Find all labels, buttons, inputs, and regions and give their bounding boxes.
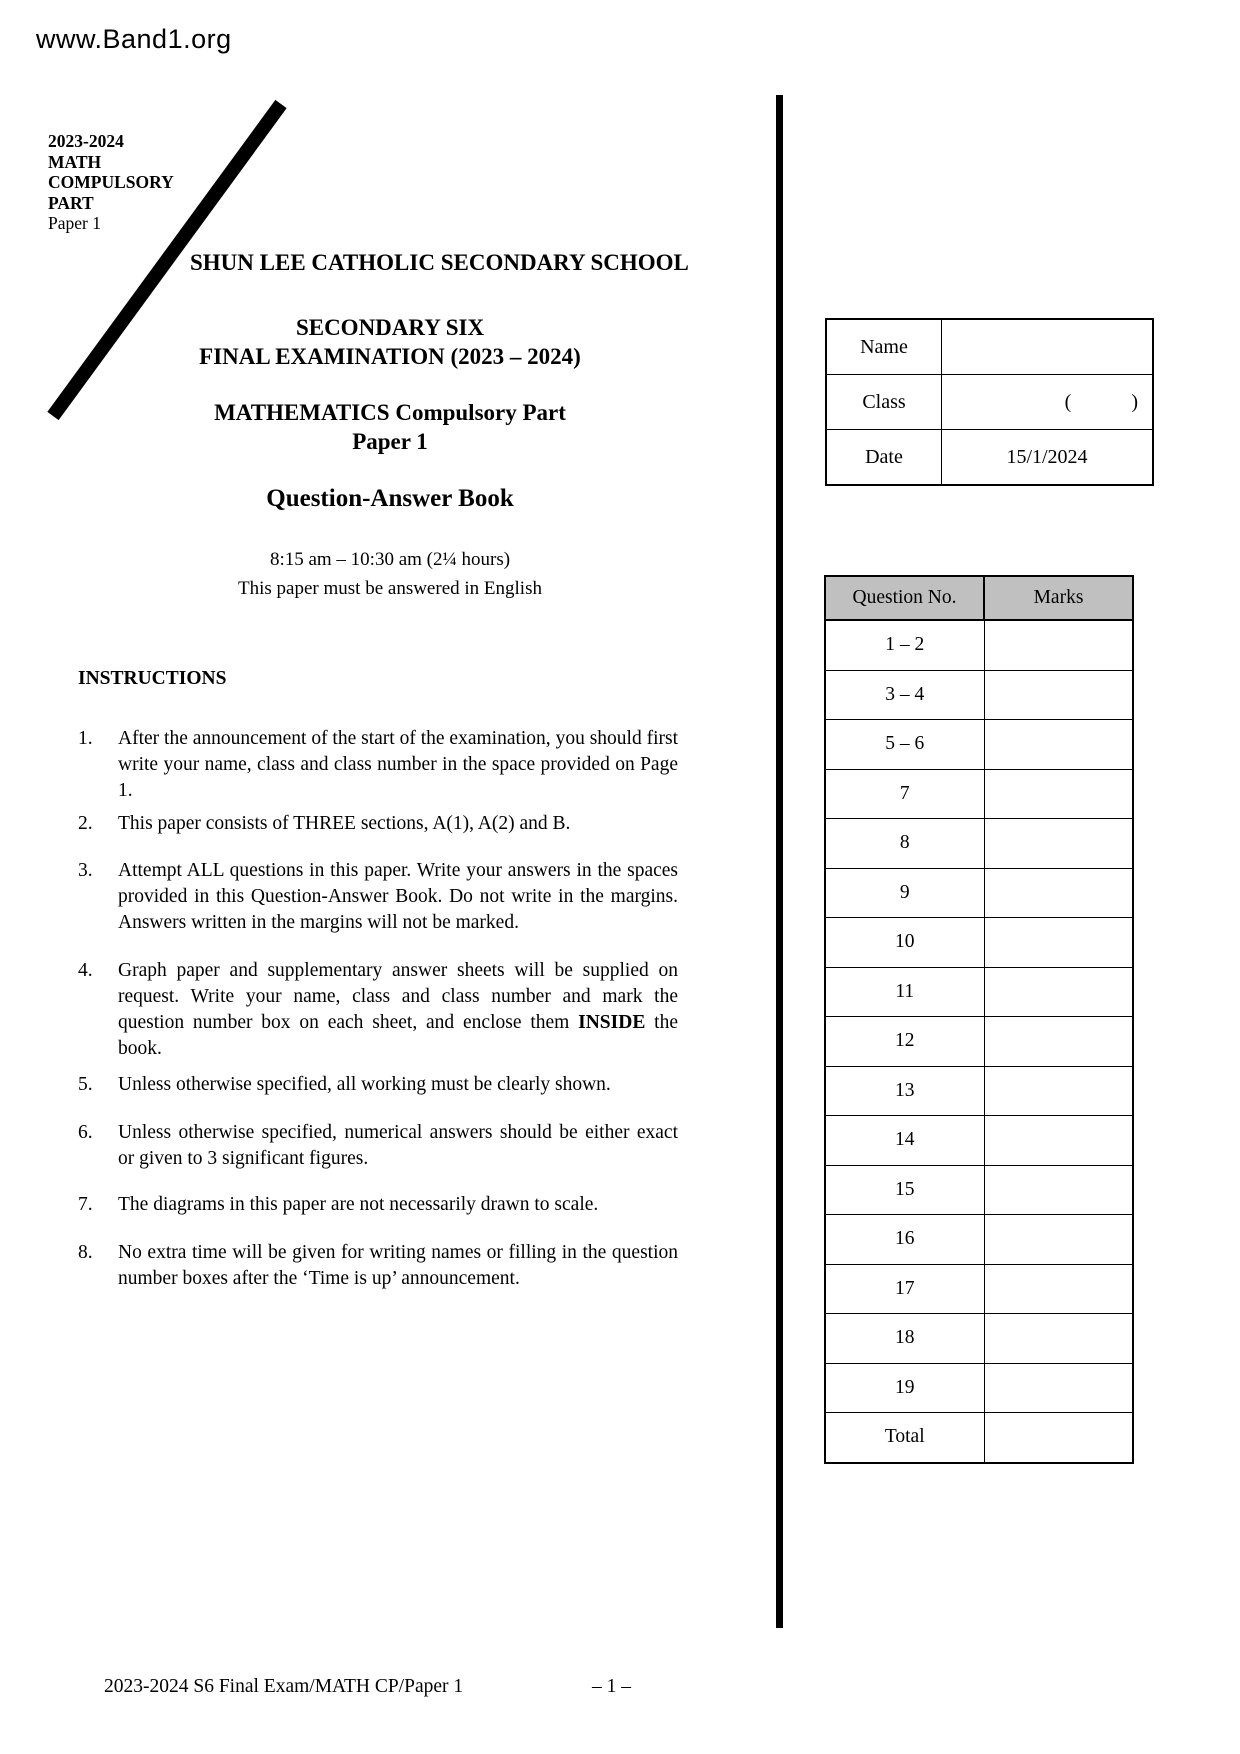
date-label: Date [826,430,942,486]
marks-cell [984,1017,1133,1067]
instruction-text: No extra time will be given for writing names or filling in the question number boxes after the ‘Time is up’ announcement. [118,1242,678,1289]
instruction-item [78,726,678,804]
name-label: Name [826,319,942,375]
question-no-cell: 17 [825,1264,984,1314]
question-no-cell: 8 [825,819,984,869]
name-value-cell [942,319,1154,375]
table-row [826,430,1153,486]
instruction-number: 3. [78,860,93,881]
instruction-text: This paper consists of THREE sections, A(1), A(2) and B. [118,813,571,834]
table-row [826,319,1153,375]
question-no-cell: 18 [825,1314,984,1364]
marks-cell [984,819,1133,869]
table-row [825,1116,1133,1166]
marks-cell [984,720,1133,770]
table-row [825,918,1133,968]
instruction-number: 7. [78,1194,93,1215]
instruction-text-part: Graph paper and supplementary answer sheets will be supplied on request. Write your name, class and class number and mark the question number box on each sheet, and enclose them [118,960,678,1033]
student-info-table [825,318,1154,486]
table-row [825,1066,1133,1116]
watermark-text: www.Band1.org [36,24,232,54]
marks-cell [984,1413,1133,1463]
date-value-cell: 15/1/2024 [942,430,1154,486]
paper-number: Paper 1 [352,429,428,454]
instruction-text: Unless otherwise specified, numerical answers should be either exact or given to 3 significant figures. [118,1122,678,1169]
question-no-cell: 11 [825,967,984,1017]
instruction-number: 5. [78,1074,93,1095]
instruction-text-bold: INSIDE [578,1012,646,1033]
question-no-cell: 14 [825,1116,984,1166]
instruction-item [78,1120,678,1172]
marks-cell [984,670,1133,720]
question-no-cell: 9 [825,868,984,918]
table-row [825,769,1133,819]
marks-cell [984,1066,1133,1116]
instruction-text-part: the book. [118,1012,678,1059]
marks-cell [984,1264,1133,1314]
question-no-cell: 12 [825,1017,984,1067]
school-name: SHUN LEE CATHOLIC SECONDARY SCHOOL [190,250,689,275]
exam-level: SECONDARY SIX [295,315,485,340]
language-note: This paper must be answered in English [238,578,542,599]
instruction-number: 4. [78,960,93,981]
exam-corner-label [48,131,174,234]
question-no-cell: Total [825,1413,984,1463]
table-row [825,967,1133,1017]
corner-label-paper: Paper 1 [48,213,101,233]
marks-cell [984,769,1133,819]
marks-cell [984,1363,1133,1413]
question-no-cell: 10 [825,918,984,968]
question-no-cell: 15 [825,1165,984,1215]
marks-cell [984,868,1133,918]
question-no-cell: 19 [825,1363,984,1413]
table-row [825,670,1133,720]
instruction-item [78,811,678,837]
class-label: Class [826,375,942,430]
vertical-divider [776,95,783,1628]
instruction-item [78,858,678,936]
title-block [55,313,725,603]
class-value-cell: ( ) [942,375,1154,430]
question-no-cell: 3 – 4 [825,670,984,720]
corner-label-line: PART [48,192,94,213]
corner-label-line: 2023-2024 [48,131,124,151]
exam-time: 8:15 am – 10:30 am (2¼ hours) [269,549,511,570]
table-row [825,1017,1133,1067]
question-no-cell: 5 – 6 [825,720,984,770]
corner-label-line: MATH [48,151,102,172]
instruction-text: The diagrams in this paper are not necessarily drawn to scale. [118,1194,599,1215]
table-row [825,1215,1133,1265]
marks-cell [984,620,1133,670]
instruction-number: 1. [78,728,93,749]
question-no-cell: 1 – 2 [825,620,984,670]
exam-name: FINAL EXAMINATION (2023 – 2024) [199,344,581,369]
table-row [825,1165,1133,1215]
marks-cell [984,1116,1133,1166]
marks-cell [984,967,1133,1017]
instruction-item [78,1072,678,1098]
table-row [825,1363,1133,1413]
instruction-number: 6. [78,1122,93,1143]
marks-cell [984,1314,1133,1364]
corner-label-line: COMPULSORY [48,172,174,192]
table-row [826,375,1153,430]
subject-title: MATHEMATICS Compulsory Part [214,400,566,425]
table-header-row [825,576,1133,620]
table-row [825,1264,1133,1314]
footer-page-number: – 1 – [592,1676,631,1697]
book-title: Question-Answer Book [266,485,514,512]
marks-cell [984,1165,1133,1215]
instruction-item [78,1240,678,1292]
instructions-heading: INSTRUCTIONS [78,668,227,689]
instructions-section [78,668,678,1348]
footer-document-id: 2023-2024 S6 Final Exam/MATH CP/Paper 1 [104,1676,464,1697]
marks-cell [984,918,1133,968]
instruction-text: After the announcement of the start of the examination, you should first write your name, class and class number in the space provided on Page 1. [118,728,678,801]
instruction-item [78,1192,678,1218]
question-no-cell: 16 [825,1215,984,1265]
question-no-header: Question No. [825,576,984,620]
table-row [825,1314,1133,1364]
table-row [825,1413,1133,1463]
marks-cell [984,1215,1133,1265]
question-no-cell: 13 [825,1066,984,1116]
table-row [825,720,1133,770]
marks-table [824,575,1134,1464]
instruction-item [78,958,678,1062]
table-row [825,868,1133,918]
question-no-cell: 7 [825,769,984,819]
instruction-number: 2. [78,813,93,834]
table-row [825,620,1133,670]
instruction-number: 8. [78,1242,93,1263]
instruction-text: Attempt ALL questions in this paper. Write your answers in the spaces provided in this Question-Answer Book. Do not write in the margins. Answers written in the margins will not be marked. [118,860,678,933]
marks-header: Marks [984,576,1133,620]
instruction-text [118,958,678,1062]
table-row [825,819,1133,869]
instruction-text: Unless otherwise specified, all working must be clearly shown. [118,1074,611,1095]
